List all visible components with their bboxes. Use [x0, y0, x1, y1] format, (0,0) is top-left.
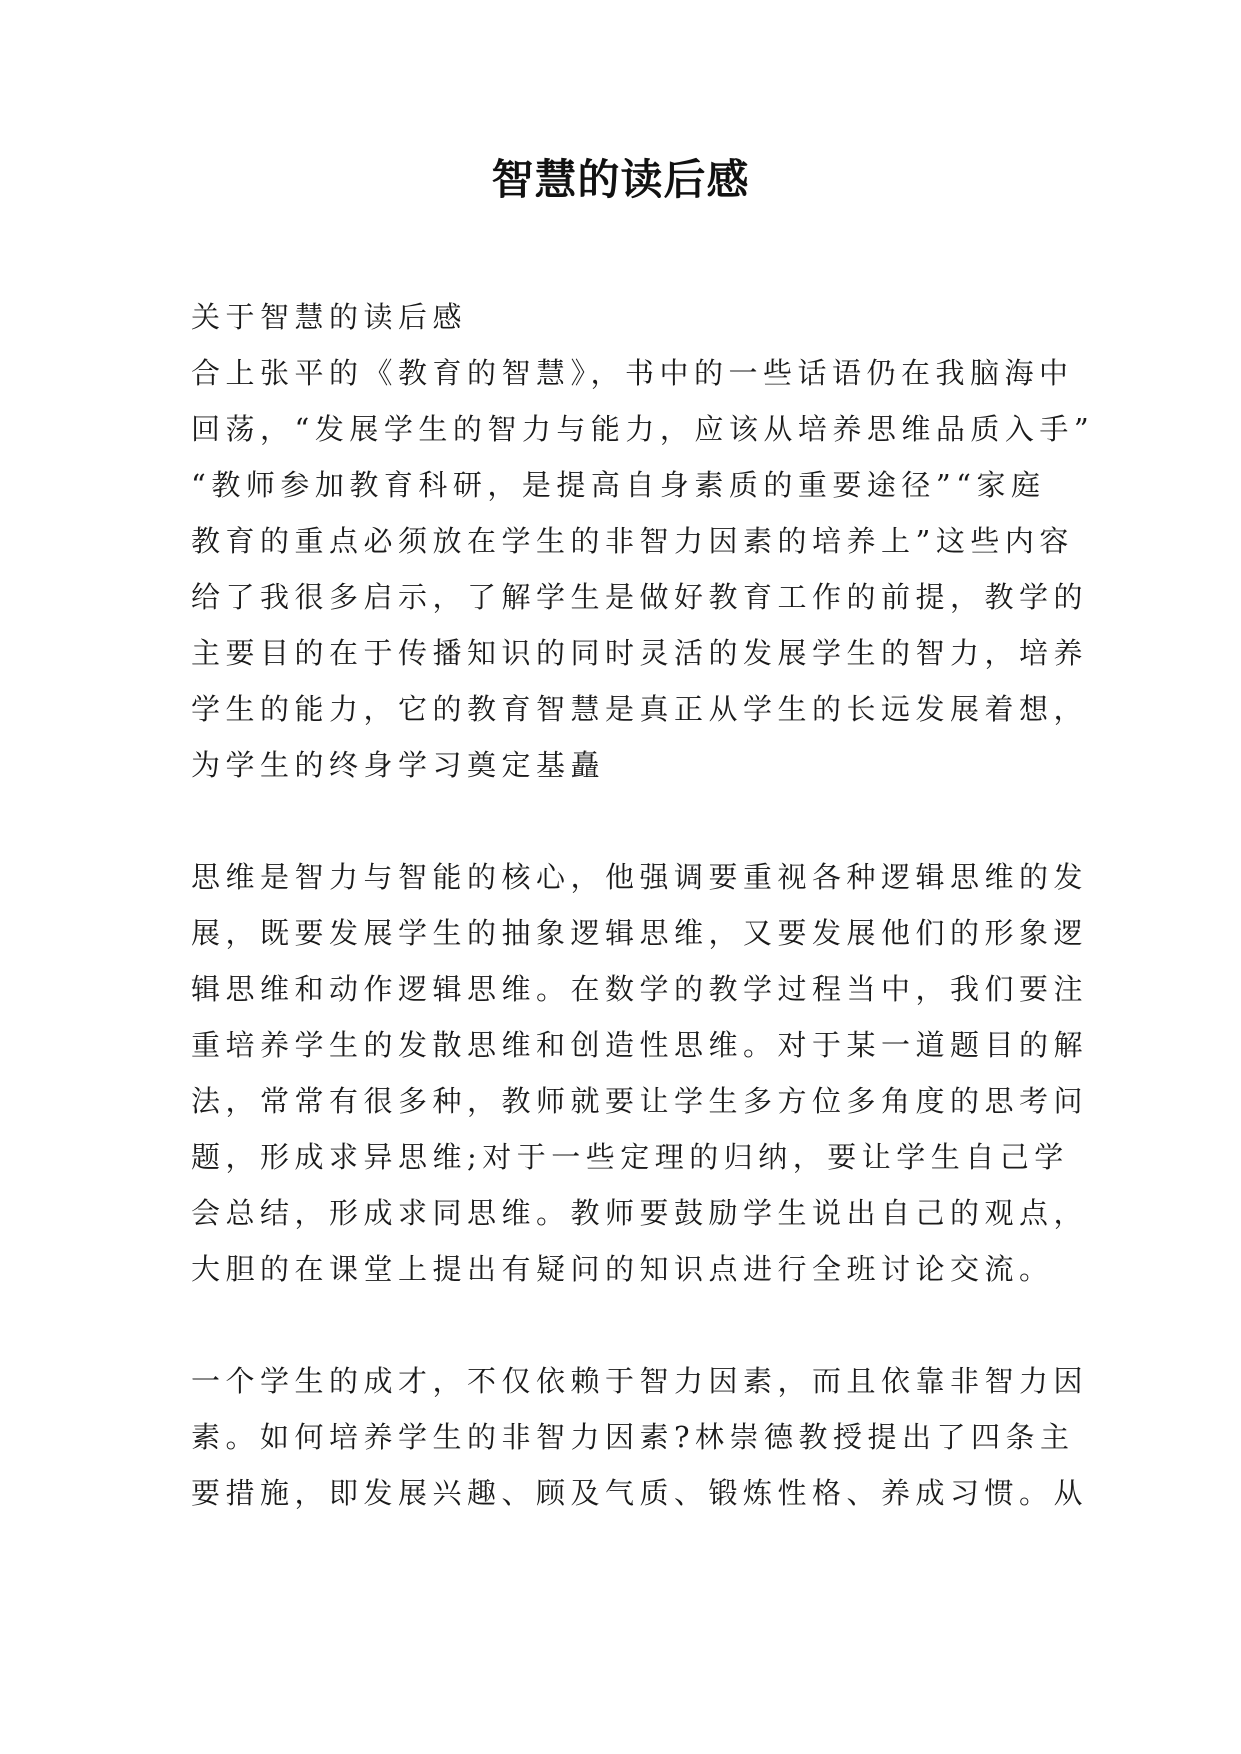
paragraph-2-line: 题，形成求异思维;对于一些定理的归纳，要让学生自己学 — [191, 1140, 1069, 1174]
paragraph-1-line: 合上张平的《教育的智慧》，书中的一些话语仍在我脑海中 — [191, 356, 1074, 390]
paragraph-3-line: 素。如何培养学生的非智力因素?林崇德教授提出了四条主 — [191, 1420, 1075, 1454]
paragraph-1-line: 回荡，“发展学生的智力与能力，应该从培养思维品质入手” — [191, 412, 1095, 446]
paragraph-1-line: 学生的能力，它的教育智慧是真正从学生的长远发展着想， — [191, 692, 1089, 726]
paragraph-2-line: 辑思维和动作逻辑思维。在数学的教学过程当中，我们要注 — [191, 972, 1089, 1006]
paragraph-1-line: 教育的重点必须放在学生的非智力因素的培养上”这些内容 — [191, 524, 1074, 558]
paragraph-2-line: 法，常常有很多种，教师就要让学生多方位多角度的思考问 — [191, 1084, 1089, 1118]
paragraph-1-line: 为学生的终身学习奠定基矗 — [191, 748, 606, 782]
paragraph-2-line: 展，既要发展学生的抽象逻辑思维，又要发展他们的形象逻 — [191, 916, 1089, 950]
paragraph-3-line: 一个学生的成才，不仅依赖于智力因素，而且依靠非智力因 — [191, 1364, 1089, 1398]
paragraph-3-line: 要措施，即发展兴趣、顾及气质、锻炼性格、养成习惯。从 — [191, 1476, 1089, 1510]
paragraph-1-line: 主要目的在于传播知识的同时灵活的发展学生的智力，培养 — [191, 636, 1089, 670]
paragraph-2-line: 思维是智力与智能的核心，他强调要重视各种逻辑思维的发 — [191, 860, 1089, 894]
paragraph-gap — [191, 1297, 1071, 1353]
document-title: 智慧的读后感 — [491, 155, 750, 204]
paragraph-1-line: 给了我很多启示，了解学生是做好教育工作的前提，教学的 — [191, 580, 1089, 614]
paragraph-2-line: 大胆的在课堂上提出有疑问的知识点进行全班讨论交流。 — [191, 1252, 1054, 1286]
paragraph-1-line: “教师参加教育科研，是提高自身素质的重要途径”“家庭 — [191, 468, 1046, 502]
paragraph-2-line: 会总结，形成求同思维。教师要鼓励学生说出自己的观点， — [191, 1196, 1089, 1230]
document-subtitle: 关于智慧的读后感 — [191, 300, 468, 334]
paragraph-gap — [191, 793, 1071, 849]
paragraph-2-line: 重培养学生的发散思维和创造性思维。对于某一道题目的解 — [191, 1028, 1089, 1062]
document-body — [191, 289, 1095, 1521]
